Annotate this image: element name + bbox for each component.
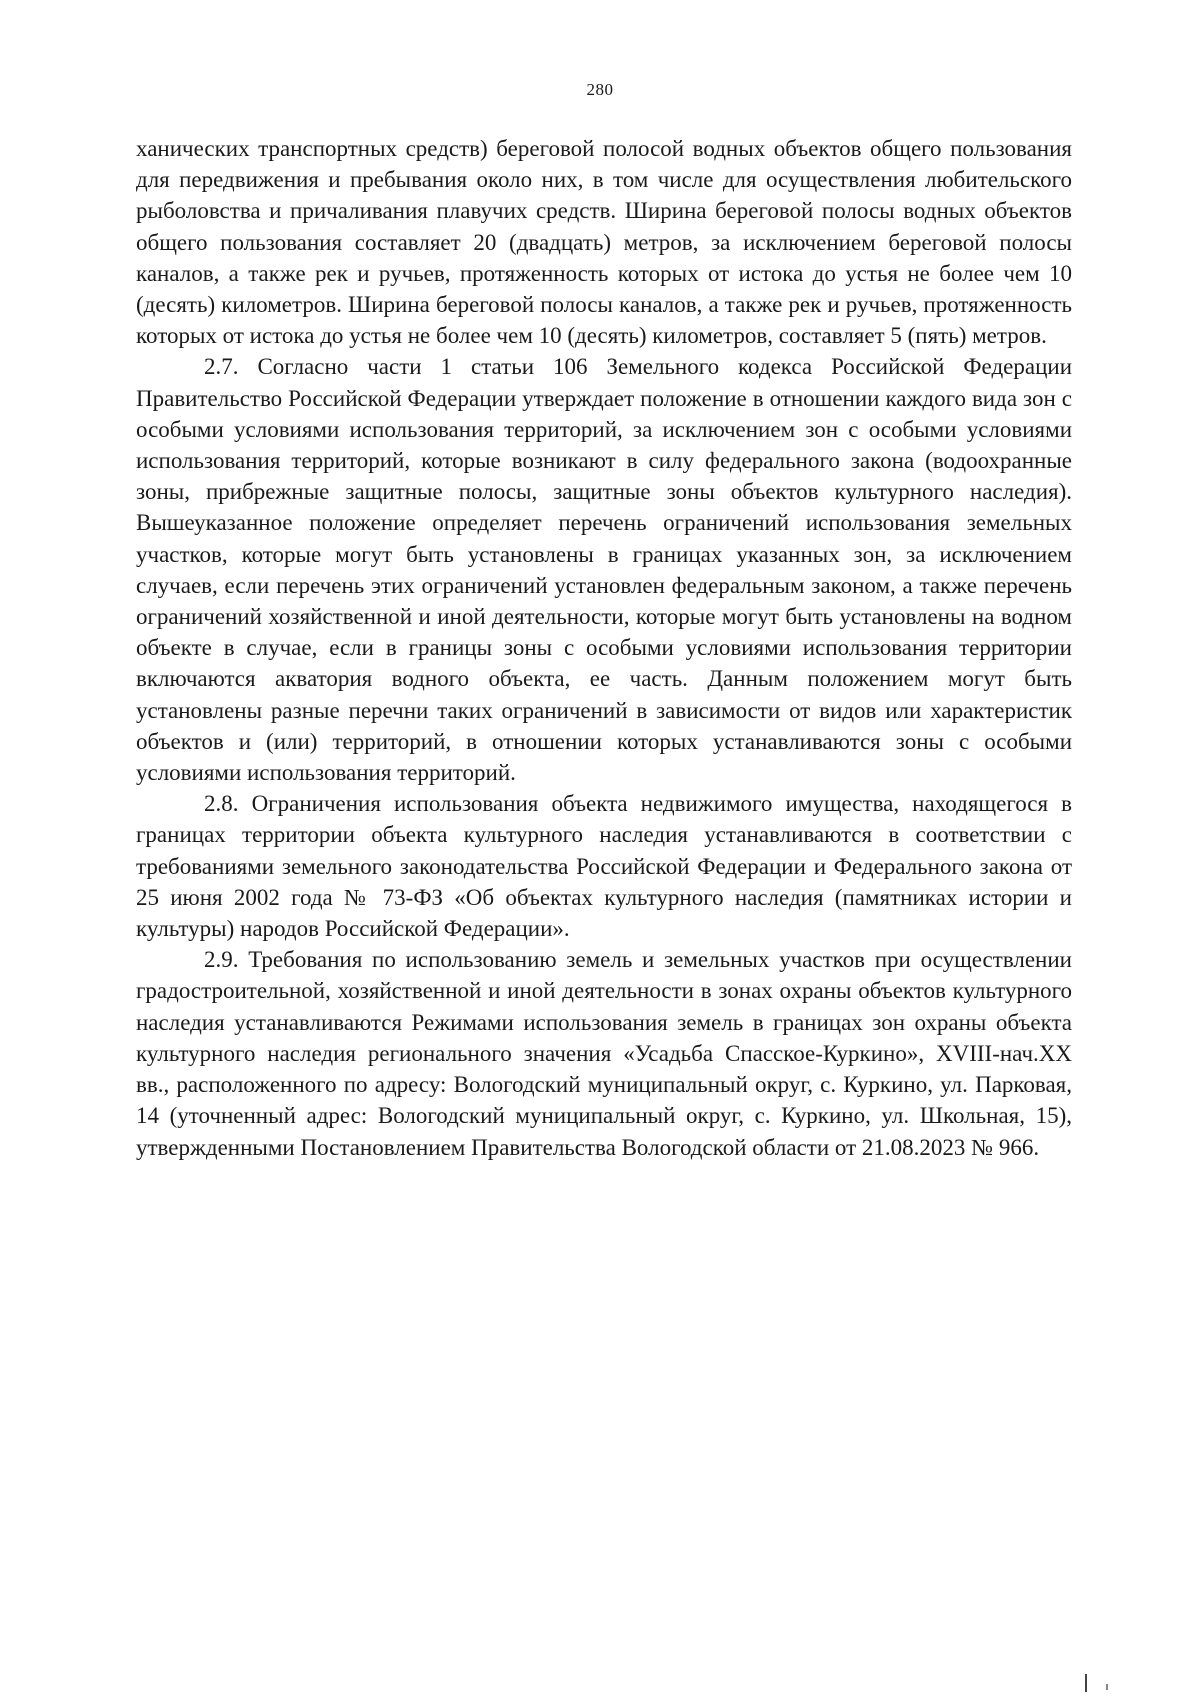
scan-edge-dot [1106,1684,1108,1690]
paragraph-continuation: ханических транспортных средств) береговой полосой водных объектов общего пользования для передвижения и пребывания около них, в том числе для осуществления любительского рыболовства и причаливания плавучих средств. Ширина береговой полосы водных объектов общего пользования составляет 20 (двадцать) метров, за исключением береговой полосы каналов, а также рек и ручьев, протяженность которых от истока до устья не более чем 10 (десять) километров. Ширина береговой полосы каналов, а также рек и ручьев, протяженность которых от истока до устья не более чем 10 (десять) километров, составляет 5 (пять) метров. [136,136,1072,349]
document-body [136,133,1072,1163]
scan-edge-mark [1085,1674,1087,1692]
page-number: 280 [586,80,614,99]
paragraph-section-2-7: 2.7. Согласно части 1 статьи 106 Земельного кодекса Российской Федерации Правительство Российской Федерации утверждает положение в отношении каждого вида зон с особыми условиями использования территорий, за исключением зон с особыми условиями использования территорий, которые возникают в силу федерального закона (водоохранные зоны, прибрежные защитные полосы, защитные зоны объектов культурного наследия). Вышеуказанное положение определяет перечень ограничений использования земельных участков, которые могут быть установлены в границах указанных зон, за исключением случаев, если перечень этих ограничений установлен федеральным законом, а также перечень ограничений хозяйственной и иной деятельности, которые могут быть установлены на водном объекте в случае, если в границы зоны с особыми условиями использования территории включаются акватория водного объекта, ее часть. Данным положением могут быть установлены разные перечни таких ограничений в зависимости от видов или характеристик объектов и (или) территорий, в отношении которых устанавливаются зоны с особыми условиями использования территорий. [136,354,1072,786]
paragraph-section-2-9: 2.9. Требования по использованию земель и земельных участков при осуществлении градостроительной, хозяйственной и иной деятельности в зонах охраны объектов культурного наследия устанавливаются Режимами использования земель в границах зон охраны объекта культурного наследия регионального значения «Усадьба Спасское-Куркино», XVIII-нач.XX вв., расположенного по адресу: Вологодский муниципальный округ, с. Куркино, ул. Парковая, 14 (уточненный адрес: Вологодский муниципальный округ, с. Куркино, ул. Школьная, 15), утвержденными Постановлением Правительства Вологодской области от 21.08.2023 № 966. [136,947,1072,1160]
paragraph-section-2-8: 2.8. Ограничения использования объекта недвижимого имущества, находящегося в границах территории объекта культурного наследия устанавливаются в соответствии с требованиями земельного законодательства Российской Федерации и Федерального закона от 25 июня 2002 года № 73-ФЗ «Об объектах культурного наследия (памятниках истории и культуры) народов Российской Федерации». [136,791,1072,942]
